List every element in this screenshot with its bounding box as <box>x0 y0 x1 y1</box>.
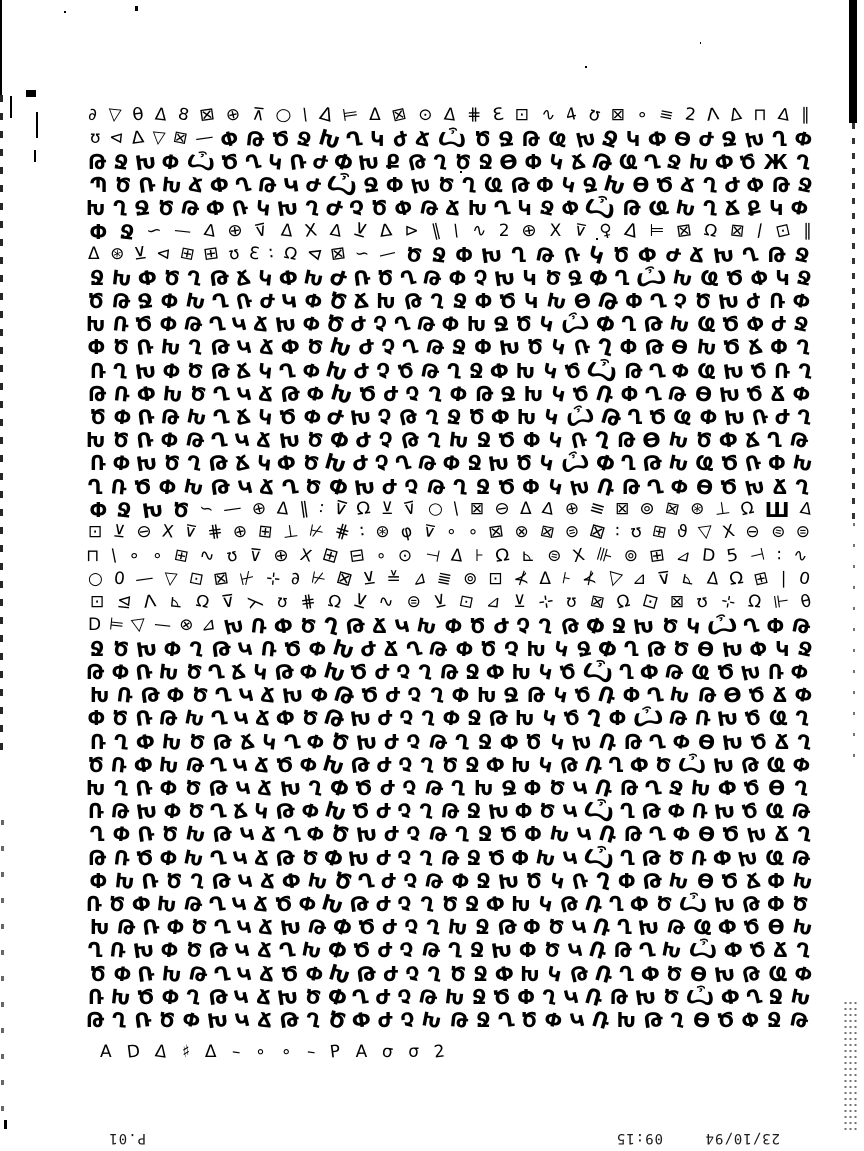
signature-line: A D Δ ♯ Δ – ∘ ∘ – P A σ σ 2 <box>100 1040 446 1063</box>
glyph-row: Փ Ծ Ռ Խ Ղ Թ Կ Ճ Փ Ծ Խ Ժ Չ Ղ Թ Ջ Փ Խ Ծ Կ Ռ Ղ Փ Թ Ѳ Խ Ծ Ճ Փ Ղ <box>88 332 812 363</box>
glyph-row: Ռ Ղ Խ Փ Ծ Թ Ճ Կ Ղ Փ Խ Ժ Չ Ծ Թ Ղ Ջ Փ Խ Կ Ծ Ѽ Թ Ղ Փ Ҩ Խ Ծ Ռ Ղ <box>90 354 814 388</box>
scan-edge-dashes-right-lower <box>853 523 855 763</box>
glyph-row: Ղ Ռ Խ Փ Ծ Թ Կ Ճ Ղ Խ Փ Ծ Ժ Չ Թ Ղ Ջ Խ Փ Ծ Կ Ռ Թ Ղ Խ Ѽ Փ Ծ Ճ Ղ <box>88 935 812 966</box>
glyph-row: Թ Ջ Խ Փ Ѽ Ծ Ղ Կ Ռ Ժ Փ Խ Ք Թ Ղ Ծ Ջ Ѳ Փ Կ Ճ Թ Ҩ Ղ Ջ Խ Փ Ծ Ж Ղ <box>88 146 812 178</box>
fax-time: 09:15 <box>615 1130 663 1146</box>
glyph-row: Խ Ծ Ռ Փ Թ Ղ Կ Ճ Խ Ծ Փ Ժ Չ Թ Ղ Խ Ջ Ծ Փ Կ Ռ Ղ Թ Ѳ Խ Ծ Փ Ճ Ղ Թ <box>86 425 810 456</box>
glyph-row: Խ Ղ Ջ Ծ Թ Փ Ռ Կ Խ Ղ Ժ Չ Ծ Փ Թ Ճ Խ Ղ Կ Ջ Փ Ѽ Թ Ҩ Խ Ղ Ճ Ք Կ Փ <box>86 191 811 225</box>
glyph-row: Խ Ռ Ծ Փ Թ Ղ Կ Ճ Խ Փ Ծ Ժ Չ Ղ Թ Փ Խ Ջ Ծ Կ Ѽ Փ Ղ Թ Խ Ҩ Ծ Փ Ժ Ջ <box>86 309 810 340</box>
glyph-row: Փ Ծ Ռ Թ Խ Ղ Կ Ճ Փ Ծ Թ Խ Ժ Չ Ղ Փ Ջ Թ Խ Կ Ծ Ղ Փ Ѽ Թ Ռ Խ Ծ Ҩ Ղ <box>88 703 812 734</box>
glyph-row: Պ Ծ Ռ Խ Ճ Փ Ղ Թ Կ Ժ Ѽ Ջ Փ Խ Ծ Ղ Ҩ Թ Փ Կ Ջ Խ Ѳ Ծ Ճ Ղ Ժ Փ Թ Ջ <box>90 168 814 202</box>
glyph-row: Ջ Ծ Խ Փ Ղ Թ Կ Ռ Ծ Փ Խ Ժ Ճ Ղ Թ Փ Ծ Չ Խ Կ Ջ Փ Ղ Թ Ծ Ѳ Խ Փ Կ Ջ <box>90 633 814 665</box>
scan-speck <box>700 42 701 44</box>
scan-speck <box>36 112 38 138</box>
scan-speck <box>585 66 587 68</box>
scan-speck <box>34 150 36 162</box>
scan-noise-right-bottom <box>843 1000 858 1130</box>
glyph-row: Ծ Ռ Փ Խ Թ Ղ Կ Ճ Ծ Փ Խ Թ Ժ Չ Ղ Ծ Ջ Փ Խ Կ Թ Ռ Ղ Փ Ծ Ѽ Խ Թ Ҩ Փ <box>88 749 812 781</box>
glyph-row: Ծ Փ Ռ Խ Թ Ղ Կ Ճ Ծ Փ Խ Թ Ժ Չ Ղ Ծ Ջ Փ Խ Կ Թ Ռ Ղ Փ Ծ Ѳ Խ Թ Ҩ Փ <box>90 958 814 989</box>
glyph-row: ⊡ ⊴ Λ ⊾ Ω ⊽ ⋋ ʊ ⋕ Ω ⊻ ∿ ⊜ ⊻ ⊡ ⊿ ⊻ ⊹ ʊ ⊠ Ω ⊡ ⊠ ʊ ⊹ Ω ⊩ θ <box>90 589 814 615</box>
glyph-row: Ծ Թ Ջ Փ Խ Ղ Ռ Ժ Կ Փ Ծ Ճ Խ Թ Ղ Ջ Փ Ծ Կ Խ Ѳ Թ Փ Ղ Չ Ծ Խ Ժ Ռ Փ <box>88 285 812 317</box>
glyph-row: Ջ Խ Փ Ծ Ղ Թ Ճ Կ Փ Խ Ժ Ռ Ծ Ղ Թ Փ Չ Խ Կ Ծ Ջ Փ Ղ Ѽ Խ Ҩ Ծ Փ Կ Ջ <box>90 262 814 293</box>
glyph-row: Թ Փ Ռ Խ Ծ Ղ Ճ Կ Թ Փ Խ Ծ Ժ Չ Ղ Թ Ջ Փ Խ Կ Ծ Ѽ Ղ Փ Թ Ҩ Ծ Խ Ռ Փ <box>86 655 810 689</box>
glyph-row: Փ Խ Ռ Ծ Ղ Թ Կ Ճ Փ Խ Ծ Ղ Ժ Չ Թ Փ Ջ Խ Ծ Կ Ռ Ղ Փ Թ Խ Ѳ Ծ Ճ Փ Խ <box>90 865 814 896</box>
scan-edge-dashes-right <box>852 123 855 523</box>
fax-date: 23/10/94 <box>704 1130 780 1146</box>
glyph-row: Խ Ղ Ռ Փ Ծ Թ Կ Ճ Խ Ղ Փ Ծ Ժ Չ Թ Ղ Խ Ջ Փ Ծ Կ Ռ Թ Ղ Ջ Խ Փ Ծ Ѳ Ղ <box>86 773 810 803</box>
glyph-row: ⊓ \ ∘ ∘ ⊞ ∿ ʊ ⊽ ⊕ X ⊞ ⊟ ∘ ⊙ ⊣ Δ ⊦ Ω ⊾ ⊜ X ⊪ ⊚ ⊞ ⊿ D 5 ⊣ ∶ ∿ <box>86 543 810 569</box>
scan-edge-dashes-left <box>0 95 3 755</box>
glyph-row: Խ Թ Ռ Փ Ծ Ղ Կ Ճ Խ Թ Փ Ծ Ժ Չ Ղ Խ Ջ Թ Փ Ծ Կ Ռ Ղ Խ Թ Ҩ Փ Ծ Ѳ Խ <box>90 912 814 943</box>
glyph-row: Ռ Խ Ծ Փ Ղ Թ Կ Ճ Խ Ծ Փ Ղ Ժ Չ Թ Խ Ջ Ծ Փ Ղ Կ Ռ Թ Խ Ծ Ѽ Փ Ղ Ջ Խ <box>88 981 812 1012</box>
scan-edge-dashes-left-lower <box>1 820 4 1120</box>
fax-header-upside-down <box>0 1124 864 1148</box>
glyph-row: Ղ Փ Ռ Ծ Խ Թ Կ Ճ Ղ Փ Ծ Խ Ժ Չ Թ Ղ Ջ Ծ Փ Խ Կ Ռ Թ Ղ Փ Ѳ Ծ Խ Ճ Ղ <box>90 819 814 850</box>
scan-speck <box>64 11 66 13</box>
glyph-row: Թ Ռ Ծ Փ Խ Ղ Կ Ճ Թ Ծ Փ Խ Ժ Չ Ղ Թ Ջ Ծ Փ Խ Կ Ѽ Ղ Թ Ծ Ռ Փ Խ Ҩ Թ <box>88 840 812 875</box>
glyph-row: Խ Ռ Թ Փ Ծ Ղ Կ Ճ Խ Փ Թ Ծ Ժ Չ Ղ Փ Խ Ջ Թ Կ Ծ Ռ Փ Ղ Խ Թ Ѳ Ծ Ճ Փ <box>90 680 814 711</box>
glyph-text-block <box>86 102 814 1035</box>
glyph-row: Ղ Ռ Ծ Փ Խ Թ Կ Ճ Ղ Ծ Փ Խ Ժ Չ Թ Ղ Ջ Ծ Փ Կ Խ Ռ Թ Ղ Փ Ѳ Ծ Խ Ճ Ղ <box>88 471 812 502</box>
glyph-row: Փ Ջ ∽ — Δ ⊕ ⊽ Δ X Δ ⊻ Δ ⊳ ∥ \ ∿ 2 ⊕ X ⊽ ♀ Δ ⊨ ⊠ Ω ⊠ / ⊡ ∥ <box>90 218 812 245</box>
glyph-row: Թ Ղ Ռ Ծ Փ Խ Կ Ճ Թ Ղ Ծ Փ Ժ Չ Խ Թ Ջ Ղ Ծ Փ Կ Ռ Խ Թ Ղ Ѳ Ծ Փ Ջ Թ <box>86 1005 810 1035</box>
fax-page-number: P.01 <box>108 1130 146 1146</box>
glyph-row: Ռ Փ Խ Ծ Ղ Թ Ճ Կ Փ Ծ Խ Ժ Չ Ղ Թ Փ Ջ Խ Ծ Կ Ѽ Փ Ղ Թ Խ Ҩ Ծ Ռ Փ Խ <box>90 448 814 479</box>
scan-edge-bar-right <box>849 0 857 123</box>
scan-edge-line-left <box>0 0 2 95</box>
glyph-row: Ռ Ղ Փ Խ Ծ Թ Ճ Կ Ղ Փ Ծ Խ Ժ Չ Թ Ղ Ջ Փ Ծ Կ Խ Ռ Թ Ղ Փ Ѳ Խ Ծ Ճ Ղ <box>90 726 814 757</box>
glyph-row: Δ ⊛ ⊻ ⊲ ⊞ ⊞ ʊ Ɛ ∶ Ω ⊲ ⊠ ∽ — Ծ Ջ Փ Խ Ղ Թ Ռ Կ Ծ Փ Ժ Ճ Խ Ղ Թ Ջ <box>88 240 812 270</box>
glyph-row: D ⊨ ▽ — ⊗ ⊿ Խ Ռ Փ Ծ Ղ Թ Ճ Կ Խ Փ Ծ Ժ Չ Ղ Թ Փ Ջ Խ Ծ Կ Ѽ Ղ Փ Թ <box>88 610 812 641</box>
glyph-row: ʊ ⊲ Δ ▽ ⊠ — Փ Թ Ծ Ջ Խ Ղ Կ Ժ Ճ Ѽ Ծ Ջ Թ Ҩ Խ Ջ Կ Փ Ѳ Ժ Ջ Խ Ղ Փ <box>90 123 814 155</box>
glyph-row: Ռ Թ Խ Փ Ծ Ղ Ճ Կ Թ Փ Խ Ծ Ժ Չ Ղ Թ Ջ Խ Փ Ծ Կ Ѽ Ղ Թ Փ Ռ Խ Ծ Ҩ Թ <box>88 794 812 828</box>
glyph-row: Թ Ռ Փ Խ Ծ Ղ Կ Ճ Թ Փ Խ Ծ Ժ Չ Ղ Փ Թ Ջ Խ Կ Ծ Ռ Փ Ղ Թ Ѳ Խ Ծ Ճ Փ <box>88 378 812 410</box>
glyph-row: Ծ Փ Ռ Թ Խ Ղ Ճ Կ Ծ Փ Ժ Խ Չ Թ Ղ Ջ Ծ Փ Խ Կ Ѽ Թ Ղ Ծ Ҩ Փ Խ Ռ Ժ Ղ <box>90 401 814 433</box>
glyph-row: ○ 0 — ▽ ⊡ ⊠ ⊬ ⊹ ∂ ⊬ ⊠ ⊻ ≚ ⊿ ≣ ⊚ ⊡ ⊀ Δ ⊦ ⊀ ▽ ⊿ ⊽ ⊾ Δ Ω ⊞ ∣ 0 <box>88 566 812 592</box>
glyph-row: ∂ ▽ θ Δ 8 ⊠ ⊕ ⊼ ○ \ Δ ⊨ Δ ⊠ ⊙ Δ ⋕ Ɛ ⊡ ∿ 4 ʊ ⊠ ∘ ≡ 2 Λ Δ ⊓ Δ ∥ <box>88 102 810 128</box>
glyph-row: ⊡ ⊻ ⊖ X ⊽ ⋕ ⊕ ⊞ ⊥ ⊬ ⋕ ∶ ⊛ φ ⊽ ∘ ∘ ⊠ ⊗ ⊠ ⊜ ⊠ ∶ ʊ ⊞ ϑ ▽ X ⊖ ⊜ ⊜ <box>88 519 810 545</box>
glyph-row: Փ Ջ Խ Ծ ∽ — ⊕ Δ ∥ ∶ ⊽ Ω ⊻ ⊽ ○ \ ⊠ ⊖ Δ Δ ⊕ ≡ ⊠ ⊚ ⊠ ⊛ ⊥ Ω Ш Δ <box>90 496 814 524</box>
scan-tick-left <box>10 96 12 118</box>
glyph-row: Ռ Ծ Փ Խ Թ Ղ Կ Ճ Ծ Փ Խ Թ Ժ Չ Ղ Ծ Ջ Փ Խ Կ Թ Ռ Ղ Փ Ծ Ѽ Խ Թ Փ Ծ <box>86 888 810 920</box>
scan-speck <box>135 6 138 11</box>
scan-speck <box>26 90 36 97</box>
